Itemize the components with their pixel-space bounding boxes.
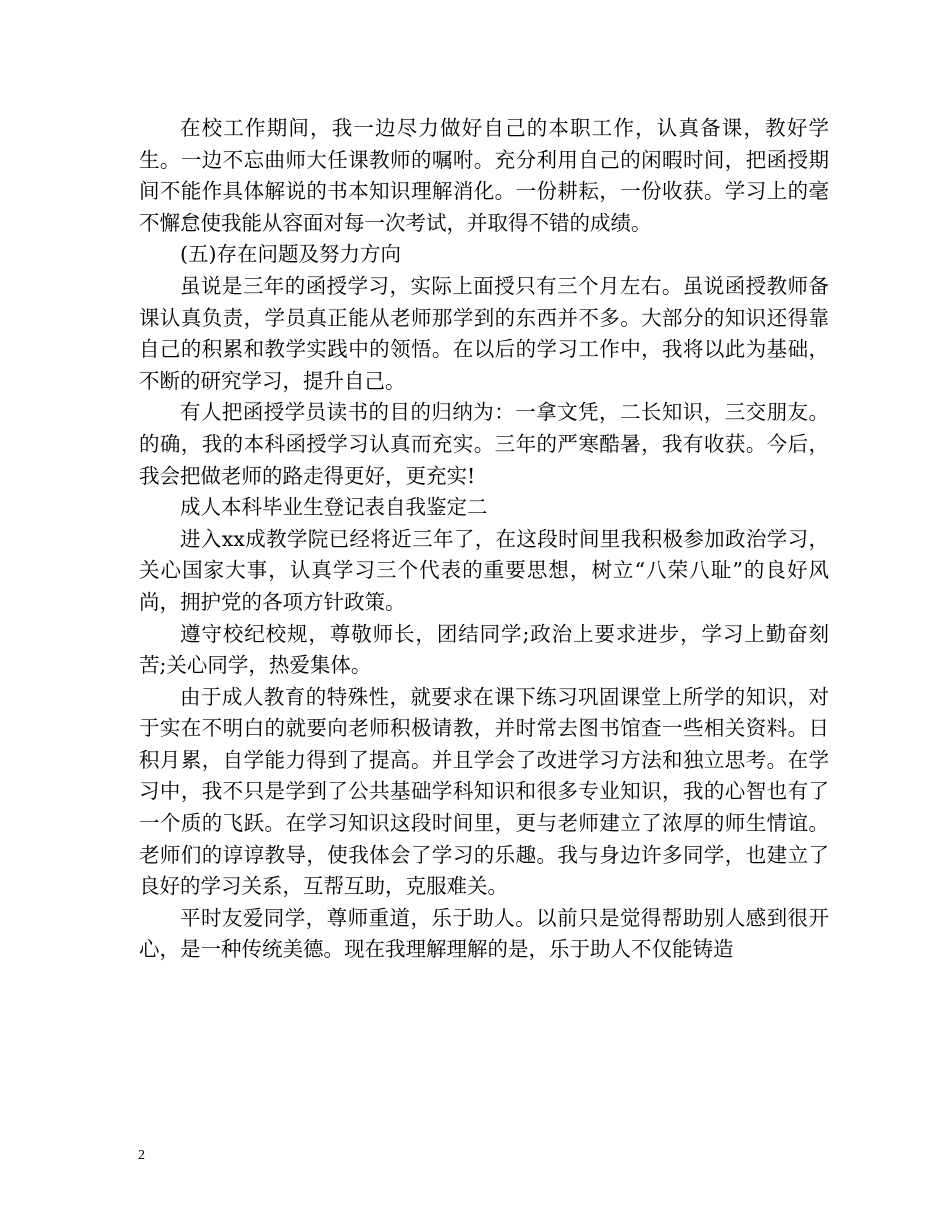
paragraph-work-period: 在校工作期间，我一边尽力做好自己的本职工作，认真备课，教好学生。一边不忘曲师大任课教师的嘱咐。充分利用自己的闲暇时间，把函授期间不能作具体解说的书本知识理解消化。一份耕耘，一份收获。学习上的毫不懈怠使我能从容面对每一次考试，并取得不错的成绩。: [139, 116, 829, 235]
section-heading-self-evaluation-two: 成人本科毕业生登记表自我鉴定二: [180, 495, 488, 520]
section-heading-problems: (五)存在问题及努力方向: [180, 242, 401, 267]
paragraph-adult-education: 由于成人教育的特殊性，就要求在课下练习巩固课堂上所学的知识，对于实在不明白的就要向老师积极请教，并时常去图书馆查一些相关资料。日积月累，自学能力得到了提高。并且学会了改进学习方法和独立思考。在学习中，我不只是学到了公共基础学科知识和很多专业知识，我的心智也有了一个质的飞跃。在学习知识这段时间里，更与老师建立了浓厚的师生情谊。老师们的谆谆教导，使我体会了学习的乐趣。我与身边许多同学，也建立了良好的学习关系，互帮互助，克服难关。: [139, 684, 829, 899]
paragraph-correspondence-study: 虽说是三年的函授学习，实际上面授只有三个月左右。虽说函授教师备课认真负责，学员真正能从老师那学到的东西并不多。大部分的知识还得靠自己的积累和教学实践中的领悟。在以后的学习工作中，我将以此为基础，不断的研究学习，提升自己。: [139, 273, 829, 393]
paragraph-helping-others: 平时友爱同学，尊师重道，乐于助人。以前只是觉得帮助别人感到很开心，是一种传统美德。现在我理解理解的是，乐于助人不仅能铸造: [139, 905, 829, 962]
paragraph-discipline: 遵守校纪校规，尊敬师长，团结同学;政治上要求进步，学习上勤奋刻苦;关心同学，热爱集体。: [139, 621, 829, 678]
paragraph-political-study: 进入xx成教学院已经将近三年了，在这段时间里我积极参加政治学习，关心国家大事，认真学习三个代表的重要思想，树立“八荣八耻”的良好风尚，拥护党的各项方针政策。: [139, 526, 829, 614]
body-text: [139, 113, 829, 966]
page-number: 2: [138, 1148, 145, 1163]
paragraph-study-purpose: 有人把函授学员读书的目的归纳为：一拿文凭，二长知识，三交朋友。的确，我的本科函授学习认真而充实。三年的严寒酷暑，我有收获。今后，我会把做老师的路走得更好，更充实!: [139, 400, 829, 488]
